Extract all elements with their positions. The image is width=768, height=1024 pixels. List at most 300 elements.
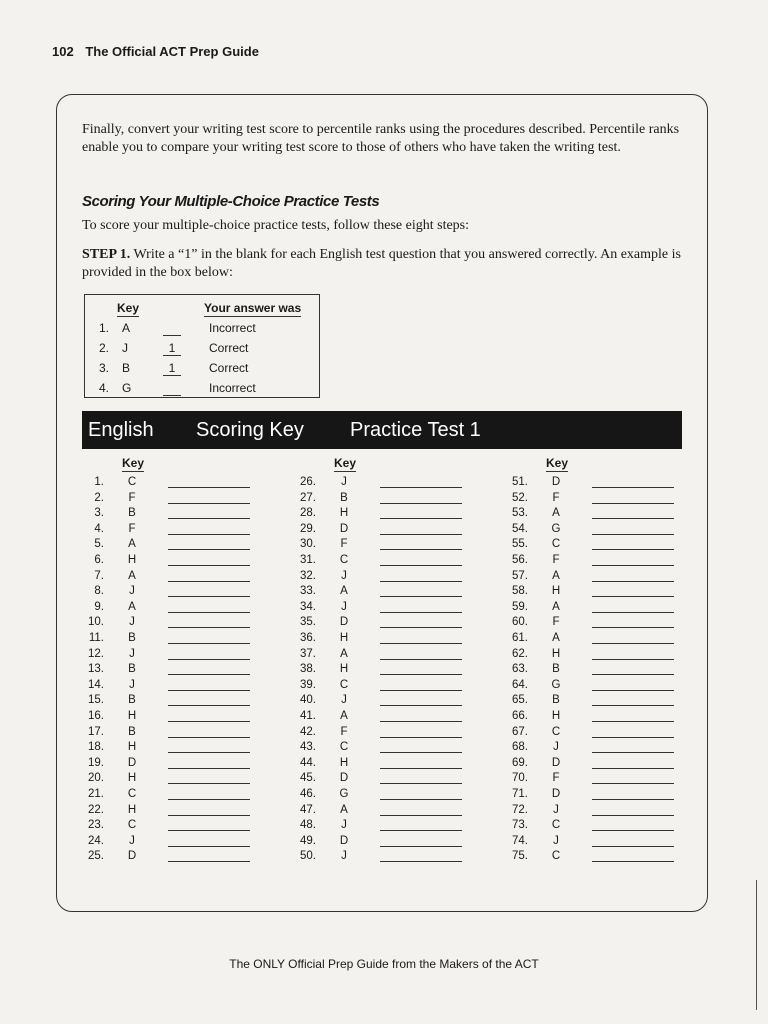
answer-blank-line	[592, 690, 674, 691]
answer-blank-line	[380, 705, 462, 706]
answer-key-row	[82, 788, 282, 803]
example-blank	[163, 381, 181, 396]
answer-blank-line	[380, 674, 462, 675]
answer-key-letter: H	[339, 507, 349, 520]
answer-key-row	[294, 648, 494, 663]
answer-key-row	[294, 663, 494, 678]
question-number: 4.	[94, 522, 104, 535]
answer-key-letter: J	[129, 647, 135, 660]
answer-key-letter: J	[553, 834, 559, 847]
answer-blank-line	[592, 503, 674, 504]
answer-key-letter: C	[551, 850, 561, 863]
question-number: 51.	[512, 476, 528, 488]
answer-key-row	[294, 570, 494, 585]
answer-blank-line	[380, 581, 462, 582]
answer-blank-line	[168, 565, 250, 566]
answer-key-letter: D	[339, 772, 349, 785]
question-number: 9.	[94, 600, 104, 613]
answer-key-letter: H	[339, 756, 349, 769]
answer-key-letter: C	[339, 678, 349, 691]
question-number: 23.	[88, 819, 104, 832]
answer-blank-line	[592, 643, 674, 644]
question-number: 64.	[512, 678, 528, 691]
question-number: 15.	[88, 694, 104, 707]
question-number: 55.	[512, 538, 528, 551]
question-number: 61.	[512, 632, 528, 644]
answer-key-letter: D	[339, 834, 349, 847]
answer-key-row	[506, 850, 706, 865]
answer-key-letter: F	[552, 616, 560, 629]
answer-blank-line	[592, 721, 674, 722]
question-number: 28.	[300, 507, 316, 520]
question-number: 36.	[300, 632, 316, 644]
example-answer: Incorrect	[209, 321, 256, 335]
answer-blank-line	[168, 690, 250, 691]
answer-key-letter: H	[339, 663, 349, 676]
answer-key-letter: G	[339, 788, 349, 800]
answer-key-row	[82, 570, 282, 585]
answer-key-letter: B	[552, 694, 560, 707]
answer-key-row	[82, 835, 282, 850]
question-number: 41.	[300, 710, 316, 722]
answer-blank-line	[168, 799, 250, 800]
scoring-key-banner	[82, 411, 682, 449]
answer-key-row	[506, 741, 706, 756]
answer-key-letter: F	[340, 538, 348, 551]
question-number: 75.	[512, 850, 528, 863]
answer-key-letter: C	[339, 554, 349, 566]
example-answer: Correct	[209, 361, 249, 375]
answer-blank-line	[592, 783, 674, 784]
example-row	[85, 341, 319, 359]
answer-key-letter: F	[552, 491, 560, 504]
answer-key-row	[294, 476, 494, 491]
answer-blank-line	[592, 768, 674, 769]
answer-blank-line	[168, 659, 250, 660]
question-number: 5.	[94, 538, 104, 551]
answer-key-row	[506, 585, 706, 600]
question-number: 1.	[94, 476, 104, 488]
answer-key-letter: C	[551, 538, 561, 551]
answer-key-letter: D	[551, 788, 561, 800]
answer-key-row	[294, 679, 494, 694]
example-answer-header: Your answer was	[204, 301, 302, 315]
answer-key-letter: J	[341, 694, 347, 707]
answer-blank-line	[168, 674, 250, 675]
question-number: 35.	[300, 616, 316, 629]
question-number: 18.	[88, 741, 104, 754]
question-number: 69.	[512, 756, 528, 769]
answer-blank-line	[168, 783, 250, 784]
answer-key-row	[506, 538, 706, 553]
answer-key-row	[82, 632, 282, 647]
question-number: 42.	[300, 725, 316, 738]
answer-key-row	[82, 616, 282, 631]
question-number: 58.	[512, 585, 528, 598]
answer-key-row	[82, 523, 282, 538]
answer-key-letter: F	[340, 725, 348, 738]
question-number: 37.	[300, 647, 316, 660]
answer-blank-line	[168, 737, 250, 738]
question-number: 2.	[94, 491, 104, 504]
answer-key-letter: H	[127, 803, 137, 816]
answer-key-row	[82, 663, 282, 678]
answer-key-letter: H	[339, 632, 349, 644]
answer-blank-line	[592, 518, 674, 519]
example-num: 1.	[98, 321, 109, 335]
answer-key-row	[294, 850, 494, 865]
answer-blank-line	[380, 518, 462, 519]
question-number: 8.	[94, 585, 104, 598]
question-number: 10.	[88, 616, 104, 629]
question-number: 44.	[300, 756, 316, 769]
answer-blank-line	[592, 487, 674, 488]
answer-key-row	[294, 538, 494, 553]
answer-blank-line	[168, 627, 250, 628]
answer-key-row	[82, 757, 282, 772]
answer-key-row	[82, 804, 282, 819]
answer-key-row	[506, 804, 706, 819]
answer-blank-line	[168, 581, 250, 582]
key-column-header: Key	[334, 456, 357, 470]
answer-key-letter: B	[340, 491, 348, 504]
question-number: 26.	[300, 476, 316, 488]
answer-key-row	[82, 741, 282, 756]
answer-key-letter: C	[551, 725, 561, 738]
key-column-header: Key	[122, 456, 145, 470]
example-num: 2.	[98, 341, 109, 355]
question-number: 57.	[512, 569, 528, 582]
answer-blank-line	[380, 487, 462, 488]
answer-key-letter: A	[552, 507, 560, 520]
answer-key-letter: B	[128, 663, 136, 676]
question-number: 29.	[300, 522, 316, 535]
question-number: 67.	[512, 725, 528, 738]
answer-key-row	[506, 710, 706, 725]
answer-key-row	[82, 476, 282, 491]
example-num: 4.	[98, 381, 109, 395]
answer-key-letter: A	[340, 803, 348, 816]
answer-key-letter: H	[127, 554, 137, 566]
example-key-header: Key	[117, 301, 140, 315]
example-key: G	[122, 381, 132, 395]
example-num: 3.	[98, 361, 109, 375]
question-number: 27.	[300, 491, 316, 504]
example-box	[84, 294, 320, 398]
answer-key-row	[506, 772, 706, 787]
page-header	[52, 44, 259, 59]
answer-key-letter: H	[127, 710, 137, 722]
answer-blank-line	[168, 815, 250, 816]
answer-key-letter: A	[552, 600, 560, 613]
answer-blank-line	[168, 721, 250, 722]
answer-key-row	[294, 601, 494, 616]
answer-blank-line	[592, 659, 674, 660]
answer-key-row	[294, 694, 494, 709]
question-number: 11.	[88, 632, 104, 644]
answer-key-letter: G	[551, 522, 561, 535]
answer-blank-line	[168, 830, 250, 831]
answer-key-letter: J	[129, 585, 135, 598]
answer-key-letter: A	[552, 569, 560, 582]
answer-key-row	[506, 694, 706, 709]
question-number: 24.	[88, 834, 104, 847]
answer-blank-line	[168, 768, 250, 769]
answer-blank-line	[592, 815, 674, 816]
answer-key-letter: F	[128, 522, 136, 535]
answer-blank-line	[168, 846, 250, 847]
answer-key-letter: A	[340, 585, 348, 598]
question-number: 46.	[300, 788, 316, 800]
answer-blank-line	[168, 643, 250, 644]
question-number: 21.	[88, 788, 104, 800]
answer-key-letter: D	[127, 850, 137, 863]
answer-blank-line	[592, 534, 674, 535]
answer-key-row	[506, 663, 706, 678]
question-number: 40.	[300, 694, 316, 707]
answer-key-row	[294, 835, 494, 850]
answer-key-row	[82, 538, 282, 553]
answer-blank-line	[592, 705, 674, 706]
answer-key-letter: J	[341, 569, 347, 582]
step-1-label: STEP 1.	[82, 247, 131, 262]
answer-key-letter: A	[340, 710, 348, 722]
answer-blank-line	[168, 612, 250, 613]
answer-key-row	[82, 601, 282, 616]
answer-key-letter: J	[129, 616, 135, 629]
answer-key-letter: J	[341, 819, 347, 832]
answer-key-letter: J	[341, 476, 347, 488]
question-number: 48.	[300, 819, 316, 832]
answer-key-row	[294, 523, 494, 538]
answer-key-letter: C	[127, 819, 137, 832]
question-number: 70.	[512, 772, 528, 785]
answer-key-row	[506, 554, 706, 569]
answer-key-letter: H	[551, 585, 561, 598]
answer-blank-line	[380, 612, 462, 613]
answer-key-letter: G	[551, 678, 561, 691]
answer-blank-line	[380, 768, 462, 769]
answer-key-row	[506, 757, 706, 772]
answer-blank-line	[592, 549, 674, 550]
answer-key-letter: B	[128, 632, 136, 644]
answer-key-letter: C	[551, 819, 561, 832]
answer-key-row	[506, 679, 706, 694]
answer-key-row	[294, 710, 494, 725]
answer-key-letter: H	[551, 647, 561, 660]
question-number: 73.	[512, 819, 528, 832]
answer-blank-line	[592, 737, 674, 738]
answer-key-letter: D	[127, 756, 137, 769]
question-number: 3.	[94, 507, 104, 520]
answer-key-row	[82, 772, 282, 787]
answer-blank-line	[380, 861, 462, 862]
answer-key-row	[506, 616, 706, 631]
answer-blank-line	[168, 503, 250, 504]
question-number: 19.	[88, 756, 104, 769]
answer-key-row	[506, 601, 706, 616]
answer-key-letter: B	[128, 694, 136, 707]
answer-key-letter: H	[127, 741, 137, 754]
answer-key-row	[506, 648, 706, 663]
answer-blank-line	[592, 830, 674, 831]
answer-key-row	[82, 726, 282, 741]
example-answer: Incorrect	[209, 381, 256, 395]
answer-blank-line	[380, 721, 462, 722]
answer-blank-line	[380, 737, 462, 738]
question-number: 45.	[300, 772, 316, 785]
question-number: 22.	[88, 803, 104, 816]
answer-key-letter: F	[552, 772, 560, 785]
page-footer: The ONLY Official Prep Guide from the Makers of the ACT	[229, 957, 539, 971]
answer-blank-line	[380, 815, 462, 816]
answer-key-row	[294, 632, 494, 647]
example-blank: 1	[163, 341, 181, 356]
answer-blank-line	[168, 752, 250, 753]
question-number: 25.	[88, 850, 104, 863]
question-number: 52.	[512, 491, 528, 504]
answer-blank-line	[592, 846, 674, 847]
question-number: 60.	[512, 616, 528, 629]
answer-key-letter: B	[552, 663, 560, 676]
answer-key-letter: D	[339, 616, 349, 629]
answer-blank-line	[380, 627, 462, 628]
key-column-header: Key	[546, 456, 569, 470]
banner-test-name: Practice Test 1	[350, 419, 481, 441]
answer-blank-line	[380, 549, 462, 550]
question-number: 30.	[300, 538, 316, 551]
question-number: 50.	[300, 850, 316, 863]
answer-key-row	[82, 694, 282, 709]
answer-blank-line	[168, 534, 250, 535]
answer-key-row	[82, 648, 282, 663]
answer-key-letter: C	[127, 788, 137, 800]
question-number: 43.	[300, 741, 316, 754]
question-number: 34.	[300, 600, 316, 613]
answer-blank-line	[168, 518, 250, 519]
section-subheading: Scoring Your Multiple-Choice Practice Tests	[82, 193, 380, 210]
answer-key-row	[506, 492, 706, 507]
answer-blank-line	[168, 487, 250, 488]
answer-key-row	[82, 492, 282, 507]
answer-blank-line	[168, 596, 250, 597]
question-number: 31.	[300, 554, 316, 566]
answer-key-row	[506, 570, 706, 585]
answer-blank-line	[168, 549, 250, 550]
answer-key-letter: A	[552, 632, 560, 644]
answer-key-letter: A	[128, 569, 136, 582]
question-number: 62.	[512, 647, 528, 660]
answer-key-letter: F	[128, 491, 136, 504]
answer-key-letter: B	[128, 507, 136, 520]
answer-key-row	[506, 476, 706, 491]
example-key: B	[122, 361, 131, 375]
question-number: 72.	[512, 803, 528, 816]
question-number: 47.	[300, 803, 316, 816]
answer-key-row	[506, 726, 706, 741]
answer-blank-line	[380, 783, 462, 784]
answer-key-row	[294, 804, 494, 819]
book-title: The Official ACT Prep Guide	[85, 44, 259, 59]
question-number: 71.	[512, 788, 528, 800]
answer-blank-line	[380, 534, 462, 535]
answer-blank-line	[592, 627, 674, 628]
page-edge-mark	[756, 880, 763, 1010]
question-number: 38.	[300, 663, 316, 676]
question-number: 16.	[88, 710, 104, 722]
answer-key-letter: J	[341, 600, 347, 613]
answer-key-row	[294, 554, 494, 569]
answer-key-row	[294, 616, 494, 631]
question-number: 7.	[94, 569, 104, 582]
question-number: 66.	[512, 710, 528, 722]
answer-blank-line	[380, 503, 462, 504]
step-1-paragraph	[82, 246, 682, 282]
answer-key-letter: F	[552, 554, 560, 566]
answer-blank-line	[592, 612, 674, 613]
example-row	[85, 321, 319, 339]
step-1-text: Write a “1” in the blank for each English test question that you answered correctly. An example is provided in the box below:	[82, 247, 681, 280]
answer-blank-line	[380, 596, 462, 597]
answer-key-row	[82, 554, 282, 569]
question-number: 12.	[88, 647, 104, 660]
example-key: A	[122, 321, 131, 335]
banner-scoring-key: Scoring Key	[196, 419, 304, 441]
answer-key-row	[294, 507, 494, 522]
answer-blank-line	[592, 799, 674, 800]
question-number: 20.	[88, 772, 104, 785]
example-row	[85, 381, 319, 399]
question-number: 56.	[512, 554, 528, 566]
answer-blank-line	[168, 705, 250, 706]
answer-key-row	[294, 788, 494, 803]
question-number: 63.	[512, 663, 528, 676]
question-number: 13.	[88, 663, 104, 676]
answer-key-row	[82, 819, 282, 834]
question-number: 33.	[300, 585, 316, 598]
banner-subject: English	[88, 419, 154, 441]
question-number: 65.	[512, 694, 528, 707]
answer-blank-line	[380, 830, 462, 831]
answer-key-letter: J	[129, 834, 135, 847]
answer-key-row	[506, 523, 706, 538]
example-blank	[163, 321, 181, 336]
answer-key-letter: H	[127, 772, 137, 785]
answer-key-letter: J	[553, 803, 559, 816]
question-number: 74.	[512, 834, 528, 847]
example-blank: 1	[163, 361, 181, 376]
question-number: 68.	[512, 741, 528, 754]
lead-text: To score your multiple-choice practice tests, follow these eight steps:	[82, 218, 470, 233]
answer-key-row	[506, 507, 706, 522]
answer-key-row	[294, 726, 494, 741]
intro-paragraph: Finally, convert your writing test score to percentile ranks using the procedures described. Percentile ranks enable you to compare your writing test score to those of others who have taken the writing test.	[82, 122, 680, 155]
answer-blank-line	[380, 846, 462, 847]
answer-key-row	[294, 819, 494, 834]
page-number: 102	[52, 44, 74, 59]
answer-blank-line	[380, 565, 462, 566]
example-key: J	[122, 341, 128, 355]
answer-key-row	[506, 788, 706, 803]
answer-key-row	[294, 585, 494, 600]
question-number: 49.	[300, 834, 316, 847]
answer-blank-line	[380, 690, 462, 691]
answer-key-row	[294, 757, 494, 772]
question-number: 14.	[88, 678, 104, 691]
example-row	[85, 361, 319, 379]
answer-key-row	[294, 772, 494, 787]
answer-key-letter: C	[127, 476, 137, 488]
